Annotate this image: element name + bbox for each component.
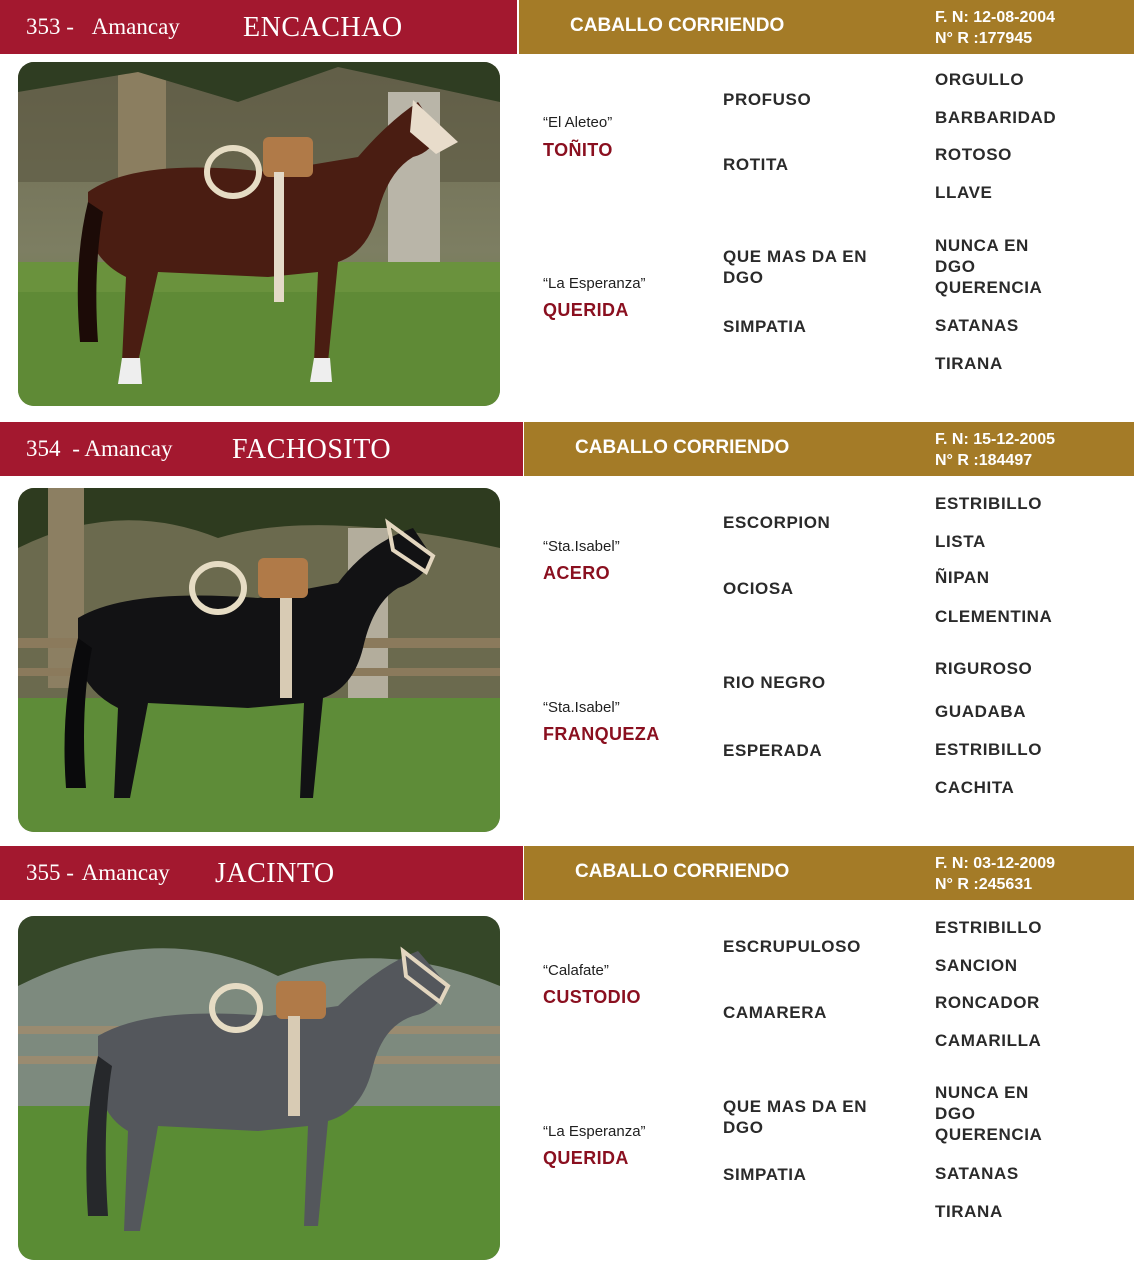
lot-354 [0,422,1134,846]
sire-name: CUSTODIO [543,987,641,1007]
category-label: CABALLO CORRIENDO [575,861,790,882]
ranch-name: Amancay [91,14,180,39]
sire-name: ACERO [543,563,611,583]
ranch-name: - Amancay [72,436,173,461]
horse-name: ENCACHAO [243,12,403,43]
dam-farm: “La Esperanza” [543,1123,646,1140]
dam-name: FRANQUEZA [543,724,660,744]
ancestor: TIRANA [935,1202,1003,1221]
sire-name: TOÑITO [543,140,613,160]
horse-photo-gray [18,916,500,1260]
lot-header-title-bar [0,422,523,476]
ancestor: LLAVE [935,183,993,202]
registration-info [935,7,1055,49]
ancestor: ESTRIBILLO [935,918,1043,937]
registry-number: N° R :245631 [935,876,1033,893]
ancestor: ESTRIBILLO [935,740,1043,759]
ancestor: CAMARILLA [935,1031,1042,1050]
ancestor: NUNCA EN DGO QUERENCIA [935,236,1043,297]
maternal-granddam: SIMPATIA [723,317,807,336]
sire-farm: “Sta.Isabel” [543,538,620,555]
sire-farm: “Calafate” [543,962,609,979]
lot-header-info-bar [524,422,1134,476]
horse-photo-bay [18,62,500,406]
ancestor: RONCADOR [935,993,1040,1012]
maternal-granddam: SIMPATIA [723,1165,807,1184]
paternal-granddam: CAMARERA [723,1003,827,1022]
dam-farm: “Sta.Isabel” [543,699,620,716]
lot-number: 354 - Amancay [26,436,173,461]
ancestor: NUNCA EN DGO QUERENCIA [935,1083,1043,1144]
ancestor: SATANAS [935,316,1019,335]
lot-355 [0,846,1134,1270]
lot-header-info-bar [519,0,1134,54]
paternal-grandsire: PROFUSO [723,90,812,109]
registry-number: N° R :177945 [935,30,1033,47]
lot-header-title-bar [0,0,517,54]
dam-farm: “La Esperanza” [543,275,646,292]
horse-name: JACINTO [215,858,335,889]
ancestor: BARBARIDAD [935,108,1057,127]
birth-date: F. N: 12-08-2004 [935,9,1056,26]
ancestor: ÑIPAN [935,568,990,587]
maternal-grandsire: RIO NEGRO [723,673,826,692]
ancestor: SATANAS [935,1164,1019,1183]
paternal-grandsire: ESCORPION [723,513,831,532]
lot-353 [0,0,1134,424]
dam-name: QUERIDA [543,300,629,320]
category-label: CABALLO CORRIENDO [570,15,785,36]
ancestor: ESTRIBILLO [935,494,1043,513]
birth-date: F. N: 15-12-2005 [935,431,1056,448]
registration-info [935,853,1055,895]
registry-number: N° R :184497 [935,452,1033,469]
ancestor: CACHITA [935,778,1015,797]
paternal-granddam: ROTITA [723,155,789,174]
birth-date: F. N: 03-12-2009 [935,855,1056,872]
maternal-grandsire: QUE MAS DA EN DGO [723,247,868,287]
dam-name: QUERIDA [543,1148,629,1168]
ancestor: ORGULLO [935,70,1025,89]
lot-header-info-bar [524,846,1134,900]
horse-photo-black [18,488,500,832]
category-label: CABALLO CORRIENDO [575,437,790,458]
ancestor: SANCION [935,956,1018,975]
paternal-grandsire: ESCRUPULOSO [723,937,861,956]
ancestor: RIGUROSO [935,659,1033,678]
lot-number: 355 - Amancay [26,860,170,885]
horse-name: FACHOSITO [232,434,392,465]
lot-number: 353 - Amancay [26,14,180,39]
ancestor: GUADABA [935,702,1027,721]
ranch-name: Amancay [81,860,170,885]
ancestor: TIRANA [935,354,1003,373]
ancestor: CLEMENTINA [935,607,1053,626]
ancestor: LISTA [935,532,986,551]
sire-farm: “El Aleteo” [543,114,613,131]
registration-info [935,429,1055,471]
lot-header-title-bar [0,846,523,900]
ancestor: ROTOSO [935,145,1012,164]
maternal-granddam: ESPERADA [723,741,823,760]
paternal-granddam: OCIOSA [723,579,794,598]
maternal-grandsire: QUE MAS DA EN DGO [723,1097,868,1137]
